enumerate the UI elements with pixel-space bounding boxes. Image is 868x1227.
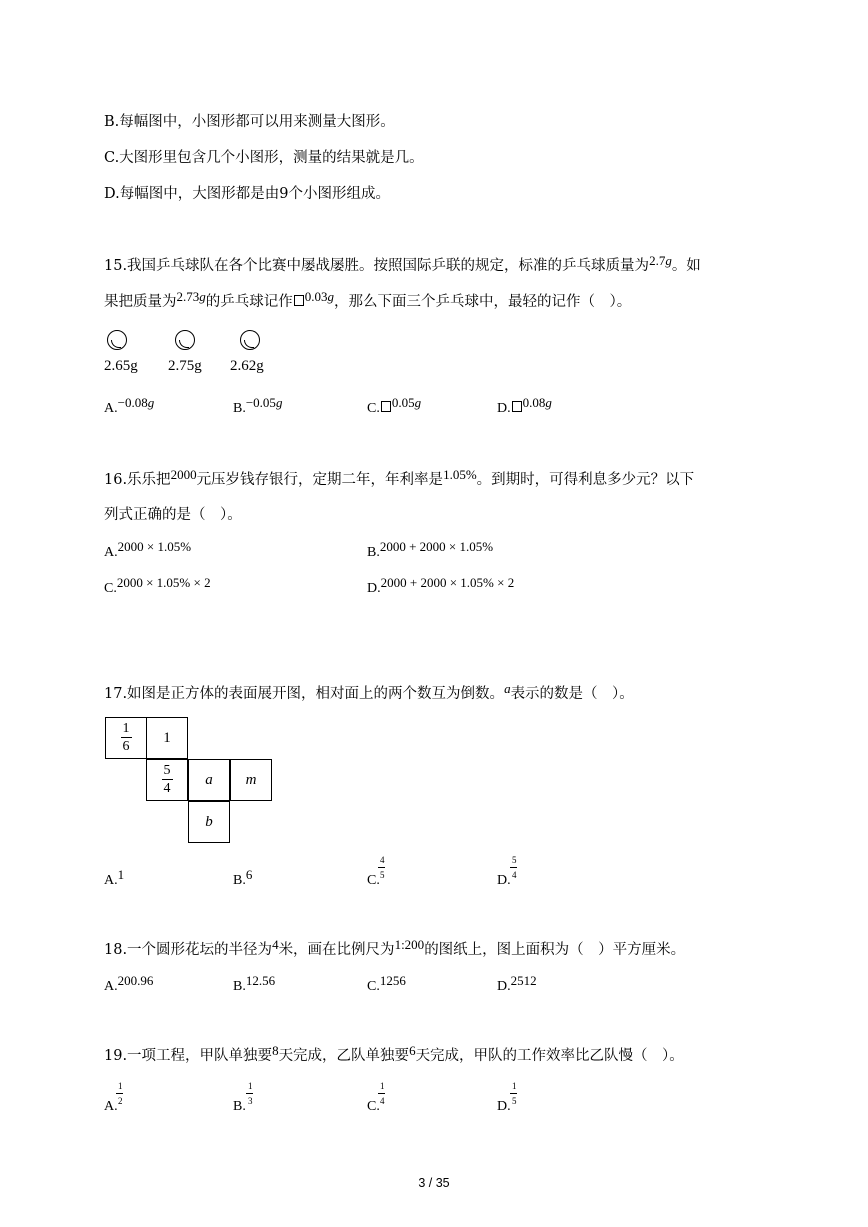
net-cell-m: m xyxy=(230,759,272,801)
fraction-bar xyxy=(510,867,517,868)
q16-line1: 16.乐乐把2000元压岁钱存银行，定期二年，年利率是1.05%。到期时，可得利息多少元？以下 xyxy=(104,467,695,488)
fraction-numerator: 5 xyxy=(512,855,517,865)
net-cell-a: a xyxy=(188,759,230,801)
q18-option-c: C.1256 xyxy=(367,973,406,994)
fraction-denominator: 5 xyxy=(380,870,385,880)
fraction-bar xyxy=(116,1093,123,1094)
fraction-numerator: 1 xyxy=(248,1081,253,1091)
q19-option-d: D. xyxy=(497,1099,511,1114)
fraction-numerator: 4 xyxy=(380,855,385,865)
q18-line1: 18.一个圆形花坛的半径为4米，画在比例尺为1:200的图纸上，图上面积为（ ）平方厘米。 xyxy=(104,937,686,958)
option-d-text: D.每幅图中，大图形都是由9个小图形组成。 xyxy=(104,186,390,202)
fraction-numerator: 1 xyxy=(380,1081,385,1091)
option-c-text: C.大图形里包含几个小图形，测量的结果就是几。 xyxy=(104,150,424,166)
q15-line1: 15.我国乒乓球队在各个比赛中屡战屡胜。按照国际乒联的规定，标准的乒乓球质量为2.7g。如 xyxy=(104,253,701,274)
q15-line2: 果把质量为2.73g的乒乓球记作 0.03g，那么下面三个乒乓球中，最轻的记作（ ）。 xyxy=(104,289,632,310)
fraction-numerator: 1 xyxy=(512,1081,517,1091)
q17-option-b: B.6 xyxy=(233,867,253,888)
q18-option-b: B.12.56 xyxy=(233,973,276,994)
blank-box xyxy=(381,401,391,412)
fraction-bar xyxy=(510,1093,517,1094)
q15-option-d: D. 0.08g xyxy=(497,395,552,416)
ping-pong-ball-icon xyxy=(107,330,127,350)
q15-option-c: C. 0.05g xyxy=(367,395,422,416)
fraction-denominator: 4 xyxy=(380,1096,385,1106)
q18-option-d: D.2512 xyxy=(497,973,537,994)
ball-mass-label: 2.65g xyxy=(104,358,138,374)
fraction-denominator: 5 xyxy=(512,1096,517,1106)
q16-option-b: B.2000 + 2000 × 1.05% xyxy=(367,539,494,560)
ping-pong-ball-icon xyxy=(240,330,260,350)
option-b-text: B.每幅图中，小图形都可以用来测量大图形。 xyxy=(104,114,395,130)
q19-line1: 19.一项工程，甲队单独要8天完成，乙队单独要6天完成，甲队的工作效率比乙队慢（ ）。 xyxy=(104,1043,684,1064)
q17-option-d: D. xyxy=(497,873,511,888)
page-number: 3 / 35 xyxy=(418,1176,450,1190)
ball-mass-label: 2.62g xyxy=(230,358,264,374)
fraction-bar xyxy=(246,1093,253,1094)
net-cell-five-fourths: $\frac{5}{4}$ xyxy=(146,759,188,801)
fraction-denominator: 4 xyxy=(512,870,517,880)
q16-option-c: C.2000 × 1.05% × 2 xyxy=(104,575,211,596)
ball-mass-label: 2.75g xyxy=(168,358,202,374)
q18-option-a: A.200.96 xyxy=(104,973,154,994)
fraction-bar xyxy=(378,1093,385,1094)
q17-option-c: C. xyxy=(367,873,380,888)
q17-line1: 17.如图是正方体的表面展开图，相对面上的两个数互为倒数。a表示的数是（ ）。 xyxy=(104,681,634,702)
net-cell-b: b xyxy=(188,801,230,843)
fraction-bar xyxy=(378,867,385,868)
q17-option-a: A.1 xyxy=(104,867,125,888)
fraction-denominator: 2 xyxy=(118,1096,123,1106)
fraction-numerator: 1 xyxy=(118,1081,123,1091)
fraction-denominator: 3 xyxy=(248,1096,253,1106)
q19-option-a: A. xyxy=(104,1099,118,1114)
q16-option-a: A.2000 × 1.05% xyxy=(104,539,192,560)
q15-option-b: B.−0.05g xyxy=(233,395,283,416)
ping-pong-ball-icon xyxy=(175,330,195,350)
blank-box xyxy=(512,401,522,412)
net-cell-one: 1 xyxy=(146,717,188,759)
q16-line2: 列式正确的是（ ）。 xyxy=(104,507,242,523)
q16-option-d: D.2000 + 2000 × 1.05% × 2 xyxy=(367,575,515,596)
q19-option-b: B. xyxy=(233,1099,246,1114)
blank-box xyxy=(294,295,304,306)
q15-option-a: A.−0.08g xyxy=(104,395,155,416)
net-cell-one-sixth: $\frac{1}{6}$ xyxy=(105,717,147,759)
q19-option-c: C. xyxy=(367,1099,380,1114)
